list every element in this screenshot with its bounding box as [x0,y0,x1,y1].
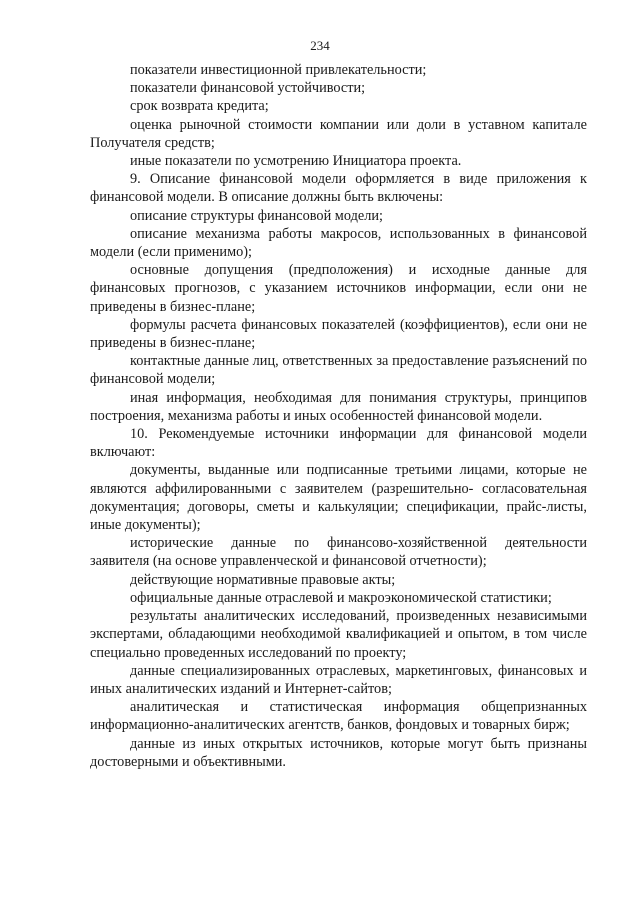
paragraph-financial-stability: показатели финансовой устойчивости; [130,80,366,97]
paragraph-item-9: 9. Описание финансовой модели оформляется в виде приложения к финансовой модели. В описание должны быть включены: [90,171,587,206]
paragraph-agencies: аналитическая и статистическая информация общепризнанных информационно-аналитических агентств, банков, фондовых и товарных бирж; [90,699,587,734]
paragraph-other-indicators: иные показатели по усмотрению Инициатора проекта. [130,153,462,170]
page-number: 234 [310,38,330,53]
paragraph-contacts: контактные данные лиц, ответственных за предоставление разъяснений по финансовой модели; [90,353,587,388]
paragraph-historical-data: исторические данные по финансово-хозяйственной деятельности заявителя (на основе управленческой и финансовой отчетности); [90,535,587,570]
paragraph-investment-attractiveness: показатели инвестиционной привлекательности; [130,62,427,78]
paragraph-market-value: оценка рыночной стоимости компании или доли в уставном капитале Получателя средств; [90,116,587,151]
paragraph-other-info: иная информация, необходимая для понимания структуры, принципов построения, механизма работы и иных особенностей финансовой модели. [90,389,587,424]
body-text [90,61,587,771]
paragraph-model-structure: описание структуры финансовой модели; [130,207,383,224]
paragraph-third-party-documents: документы, выданные или подписанные третьими лицами, которые не являются аффилированными с заявителем (разрешительно- согласовательная документация; договоры, сметы и калькуляции; спецификации, прайс-листы, иные документы); [90,462,587,534]
paragraph-publications: данные специализированных отраслевых, маркетинговых, финансовых и иных аналитических изданий и Интернет-сайтов; [90,662,587,697]
paragraph-regulations: действующие нормативные правовые акты; [130,571,396,588]
paragraph-statistics: официальные данные отраслевой и макроэкономической статистики; [130,589,552,606]
paragraph-macros: описание механизма работы макросов, использованных в финансовой модели (если применимо); [90,225,587,261]
paragraph-loan-repayment: срок возврата кредита; [130,98,269,115]
paragraph-formulas: формулы расчета финансовых показателей (коэффициентов), если они не приведены в бизнес-плане; [90,316,587,352]
paragraph-open-sources: данные из иных открытых источников, которые могут быть признаны достоверными и объективными. [90,735,587,770]
paragraph-assumptions: основные допущения (предположения) и исходные данные для финансовых прогнозов, с указанием источников информации, если они не приведены в бизнес-плане; [90,262,587,315]
paragraph-research: результаты аналитических исследований, произведенных независимыми экспертами, обладающими необходимой квалификацией и опытом, в том числе специально проведенных исследований по проекту; [90,608,587,661]
paragraph-item-10: 10. Рекомендуемые источники информации для финансовой модели включают: [90,426,587,461]
